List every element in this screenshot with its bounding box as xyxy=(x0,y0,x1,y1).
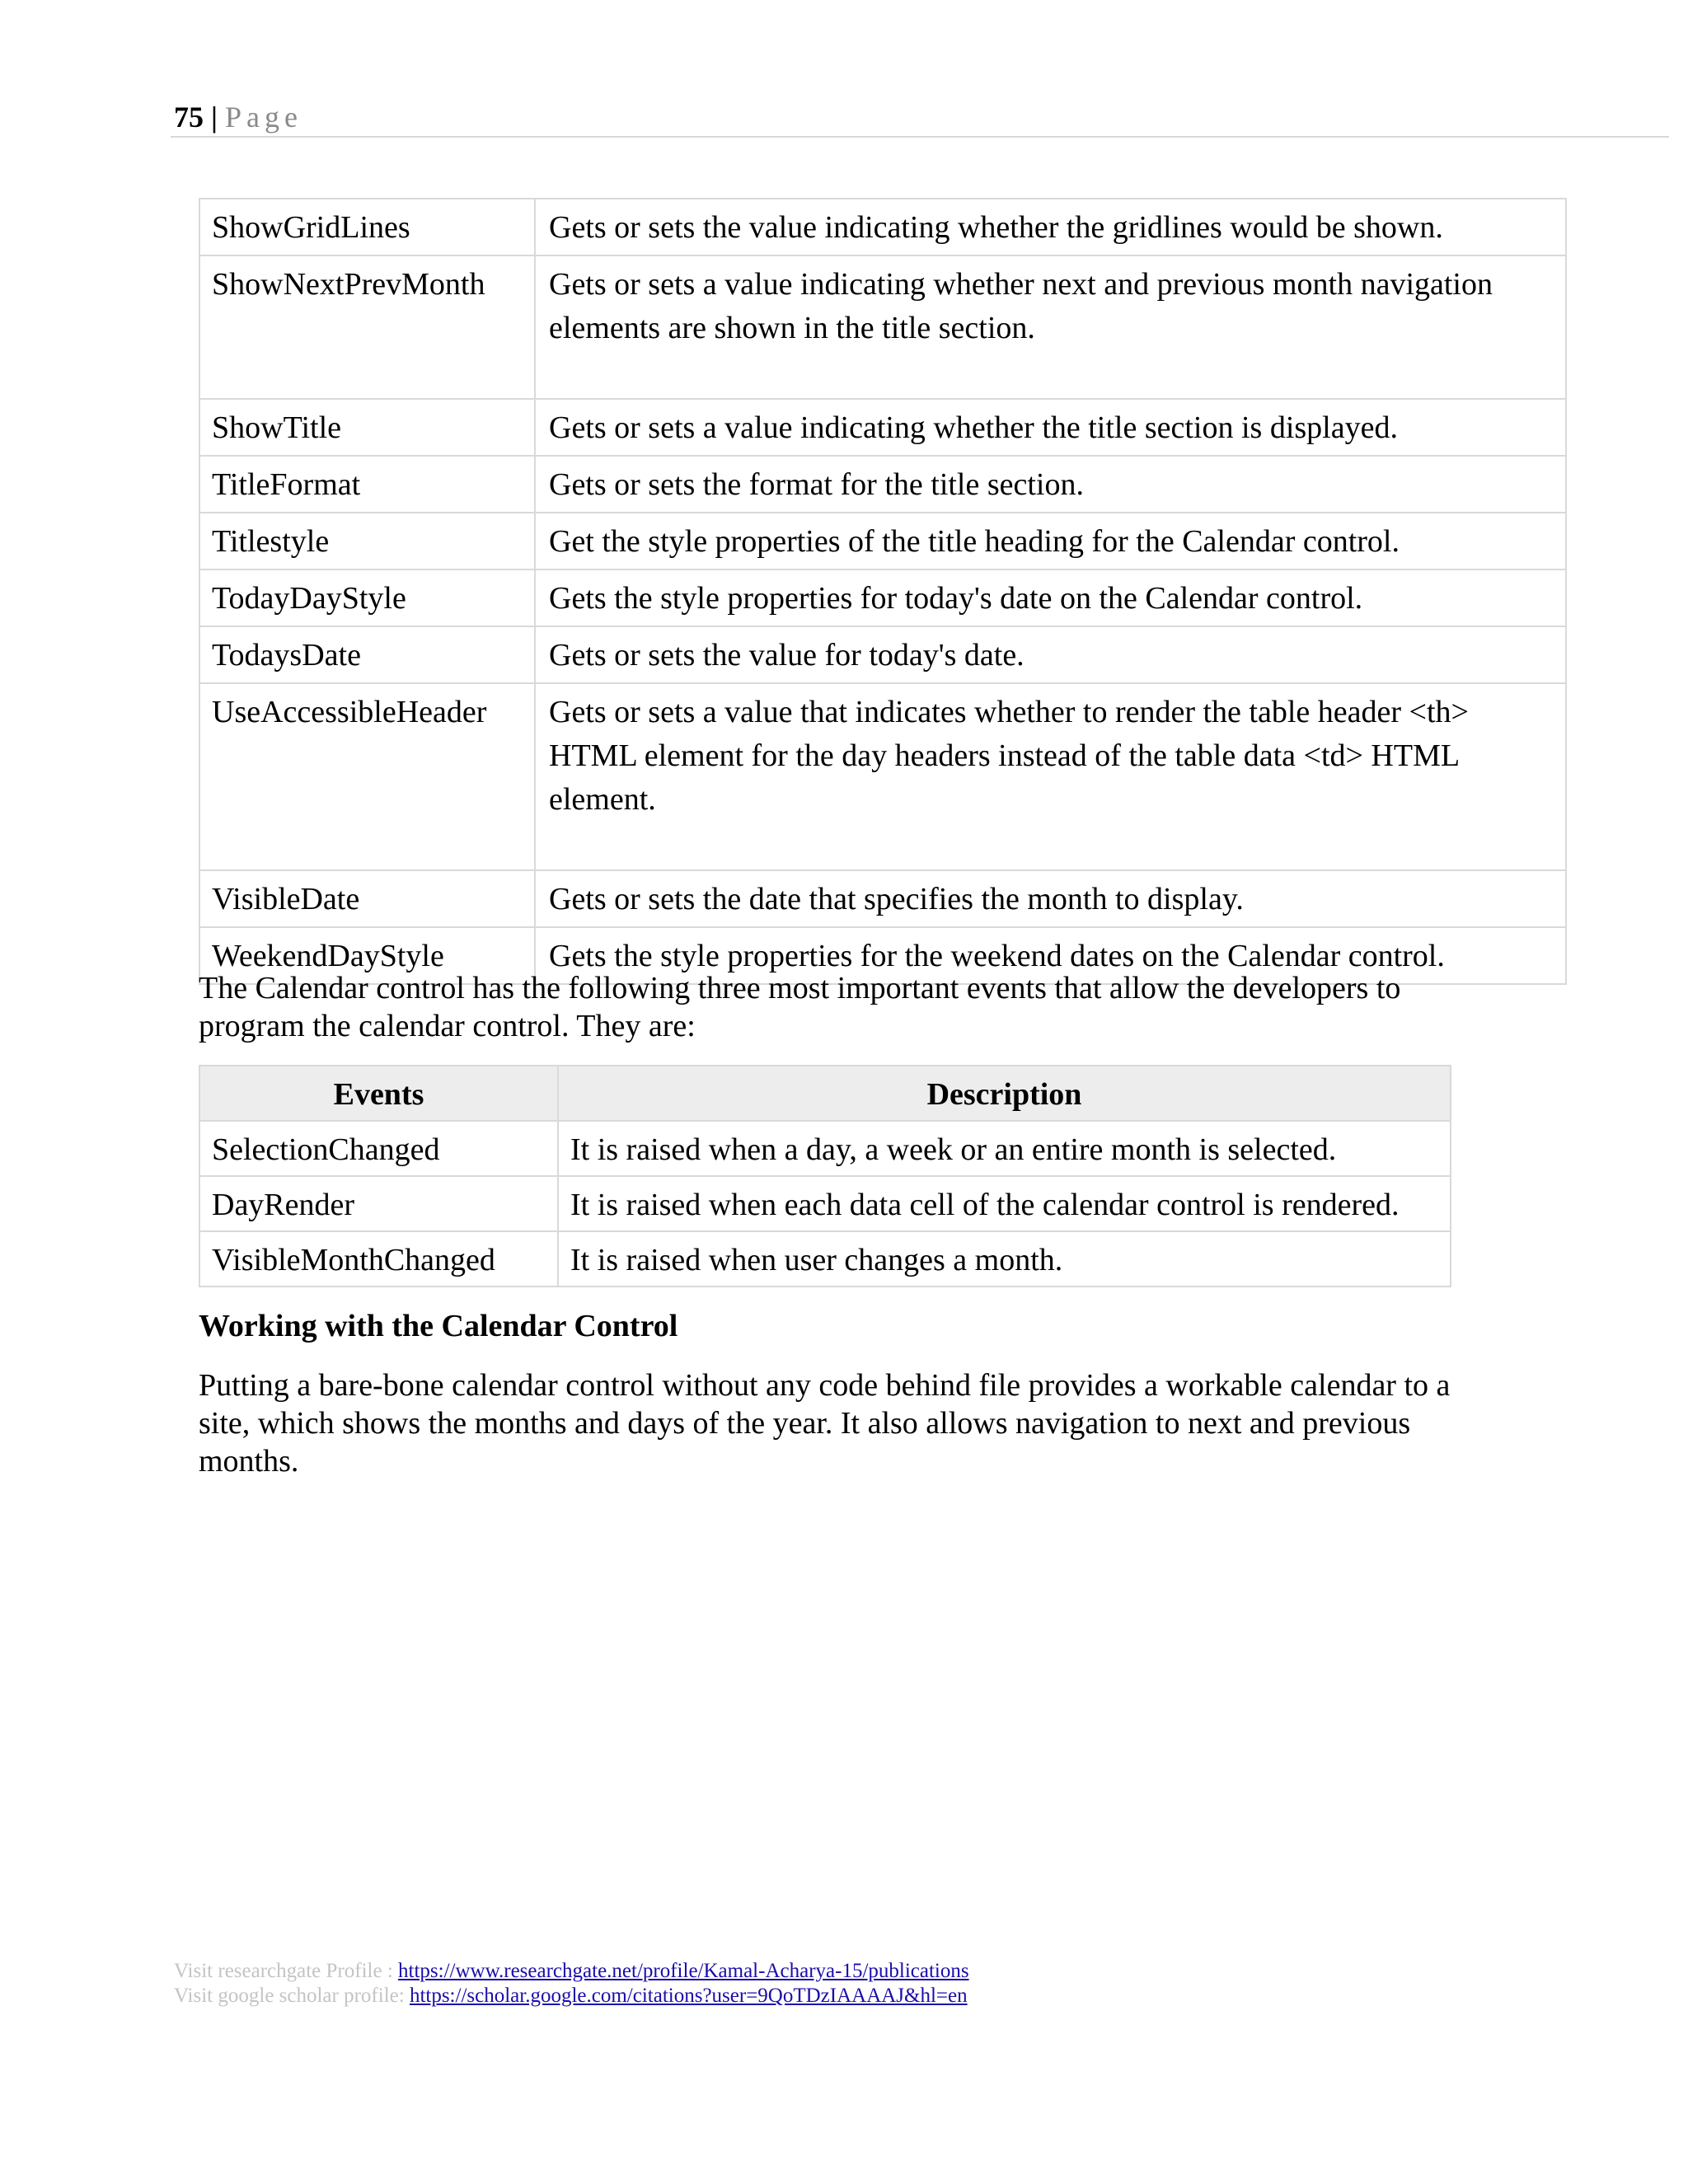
table-row xyxy=(199,569,1566,626)
event-name: SelectionChanged xyxy=(199,1121,558,1176)
section-heading: Working with the Calendar Control xyxy=(199,1309,678,1343)
table-row xyxy=(199,513,1566,569)
table-row xyxy=(199,399,1566,456)
table-row xyxy=(199,1121,1451,1176)
property-name: VisibleDate xyxy=(199,870,535,927)
property-name: ShowNextPrevMonth xyxy=(199,255,535,399)
table-row xyxy=(199,456,1566,513)
footer-scholar xyxy=(174,1984,968,2008)
property-name: WeekendDayStyle xyxy=(199,927,535,984)
event-description: It is raised when user changes a month. xyxy=(558,1231,1451,1286)
table-row xyxy=(199,1231,1451,1286)
page-separator: | xyxy=(211,101,218,134)
property-description: Gets or sets the format for the title section. xyxy=(535,456,1566,513)
property-name: UseAccessibleHeader xyxy=(199,683,535,870)
footer-researchgate xyxy=(174,1959,969,1984)
event-description: It is raised when a day, a week or an entire month is selected. xyxy=(558,1121,1451,1176)
property-description: Gets or sets the value indicating whether the gridlines would be shown. xyxy=(535,199,1566,255)
page-word: Page xyxy=(224,101,302,134)
scholar-link[interactable]: https://scholar.google.com/citations?user=9QoTDzIAAAAJ&hl=en xyxy=(409,1985,968,2007)
property-name: TodaysDate xyxy=(199,626,535,683)
property-description: Gets or sets a value indicating whether the title section is displayed. xyxy=(535,399,1566,456)
page-header xyxy=(174,97,1658,137)
table-header-row xyxy=(199,1066,1451,1121)
section-paragraph: Putting a bare-bone calendar control without any code behind file provides a workable calendar to a site, which shows the months and days of the year. It also allows navigation to next and previous months. xyxy=(199,1368,1451,1479)
table-row xyxy=(199,683,1566,870)
table-row xyxy=(199,255,1566,399)
event-description: It is raised when each data cell of the calendar control is rendered. xyxy=(558,1176,1451,1231)
property-name: TitleFormat xyxy=(199,456,535,513)
researchgate-label: Visit researchgate Profile : xyxy=(174,1960,399,1982)
property-description: Gets the style properties for today's date on the Calendar control. xyxy=(535,569,1566,626)
property-name: TodayDayStyle xyxy=(199,569,535,626)
property-name: ShowTitle xyxy=(199,399,535,456)
properties-table xyxy=(199,198,1567,985)
intro-paragraph: The Calendar control has the following three most important events that allow the developers to program the calendar control. They are: xyxy=(199,971,1401,1043)
property-name: Titlestyle xyxy=(199,513,535,569)
event-name: DayRender xyxy=(199,1176,558,1231)
property-description: Gets or sets a value indicating whether next and previous month navigation elements are shown in the title section. xyxy=(535,255,1566,399)
scholar-label: Visit google scholar profile: xyxy=(174,1985,410,2007)
table-row xyxy=(199,1176,1451,1231)
researchgate-link[interactable]: https://www.researchgate.net/profile/Kamal-Acharya-15/publications xyxy=(398,1960,969,1982)
property-description: Gets or sets the value for today's date. xyxy=(535,626,1566,683)
property-description: Get the style properties of the title heading for the Calendar control. xyxy=(535,513,1566,569)
property-description: Gets the style properties for the weekend dates on the Calendar control. xyxy=(535,927,1566,984)
property-description: Gets or sets a value that indicates whether to render the table header <th> HTML element for the day headers instead of the table data <td> HTML element. xyxy=(535,683,1566,870)
events-column-header: Events xyxy=(199,1066,558,1121)
event-name: VisibleMonthChanged xyxy=(199,1231,558,1286)
header-divider xyxy=(171,136,1669,138)
table-row xyxy=(199,199,1566,255)
description-column-header: Description xyxy=(558,1066,1451,1121)
property-description: Gets or sets the date that specifies the month to display. xyxy=(535,870,1566,927)
property-name: ShowGridLines xyxy=(199,199,535,255)
table-row xyxy=(199,870,1566,927)
table-row xyxy=(199,626,1566,683)
events-table xyxy=(199,1065,1451,1287)
page-number: 75 xyxy=(174,101,204,134)
